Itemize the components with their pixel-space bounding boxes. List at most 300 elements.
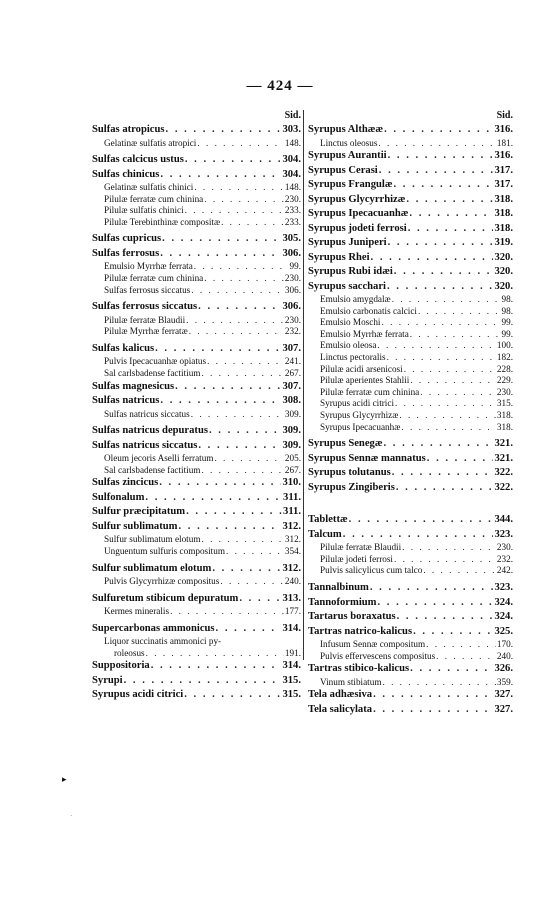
- entry-name: Syrupus Ipecacuanhæ: [308, 208, 409, 220]
- entry-name: Emulsio amygdalæ: [320, 294, 391, 305]
- dot-leader: [387, 352, 496, 364]
- entry-page-number: 359.: [496, 676, 513, 687]
- dot-leader: [394, 265, 494, 280]
- margin-mark: ▸: [62, 774, 67, 784]
- entry-name: Sulfas natricus siccatus: [104, 408, 190, 419]
- dot-leader: [396, 481, 494, 496]
- dot-leader: [185, 205, 284, 217]
- entry-page-number: 319.: [494, 237, 513, 249]
- dot-leader: [159, 476, 281, 491]
- index-subentry: [308, 375, 513, 387]
- index-entry: [92, 520, 301, 535]
- index-entry: [92, 424, 301, 439]
- index-entry: [308, 178, 513, 193]
- index-subentry: [92, 273, 301, 285]
- entry-name: Pilulæ ferratæ cum chinina: [104, 193, 204, 204]
- entry-page-number: 307.: [282, 380, 301, 392]
- index-entry: [308, 528, 513, 543]
- index-entry: [92, 232, 301, 247]
- entry-page-number: 320.: [494, 251, 513, 263]
- dot-leader: [204, 194, 284, 206]
- entry-name: Syrupi: [92, 674, 123, 686]
- entry-page-number: 232.: [496, 553, 513, 564]
- entry-name: Linctus oleosus: [320, 137, 378, 148]
- index-entry: [308, 452, 513, 467]
- entry-name: Pulvis salicylicus cum talco: [320, 565, 423, 576]
- dot-leader: [377, 340, 496, 352]
- entry-name: Kermes mineralis: [104, 606, 170, 617]
- entry-name: Syrupus Senegæ: [308, 438, 383, 450]
- index-entry: [92, 394, 301, 409]
- index-entry: [92, 505, 301, 520]
- entry-name: Tannoformium: [308, 596, 377, 608]
- column-heading-sid: Sid.: [496, 110, 513, 121]
- entry-name: Sulfas ferrosus: [92, 247, 160, 259]
- dot-leader: [145, 491, 282, 506]
- entry-page-number: 233.: [284, 205, 301, 216]
- entry-page-number: 306.: [284, 284, 301, 295]
- entry-page-number: 320.: [494, 280, 513, 292]
- entry-page-number: 98.: [501, 294, 513, 305]
- dot-leader: [201, 534, 283, 546]
- entry-page-number: 318.: [496, 421, 513, 432]
- dot-leader: [370, 581, 494, 596]
- dot-leader: [212, 562, 281, 577]
- index-subentry: [308, 364, 513, 376]
- entry-page-number: 242.: [496, 565, 513, 576]
- entry-page-number: 306.: [282, 301, 301, 313]
- entry-page-number: 321.: [494, 452, 513, 464]
- entry-page-number: 316.: [494, 150, 513, 162]
- entry-page-number: 230.: [496, 542, 513, 553]
- entry-page-number: 98.: [501, 305, 513, 316]
- entry-name: Pulvis Glycyrrhizæ compositus: [104, 576, 220, 587]
- dot-leader: [146, 648, 284, 660]
- index-subentry: [92, 356, 301, 368]
- entry-page-number: 230.: [284, 314, 301, 325]
- index-entry: [92, 380, 301, 395]
- dot-leader: [401, 422, 496, 434]
- index-entries-left: [92, 123, 301, 703]
- dot-leader: [201, 465, 283, 477]
- index-subentry: [308, 422, 513, 434]
- entry-page-number: 304.: [282, 168, 301, 180]
- index-entry: [92, 300, 301, 315]
- entry-page-number: 323.: [494, 528, 513, 540]
- index-subentry: [92, 465, 301, 477]
- index-entry: [92, 674, 301, 689]
- entry-name: Pulvis Ipecacuanhæ opiatus: [104, 356, 207, 367]
- index-entry: [92, 592, 301, 607]
- entry-page-number: 318.: [494, 222, 513, 234]
- index-subentry: [308, 138, 513, 150]
- dot-leader: [191, 409, 284, 421]
- index-subentry: [92, 409, 301, 421]
- index-subentry: [308, 306, 513, 318]
- entry-page-number: 308.: [282, 395, 301, 407]
- entry-page-number: 233.: [284, 216, 301, 227]
- dot-leader: [402, 542, 496, 554]
- dot-leader: [221, 217, 284, 229]
- index-entry: [92, 342, 301, 357]
- entry-page-number: 230.: [496, 386, 513, 397]
- index-entry: [308, 610, 513, 625]
- entry-name: Syrupus Rhei: [308, 251, 370, 263]
- entry-page-number: 313.: [282, 592, 301, 604]
- entry-page-number: 148.: [284, 137, 301, 148]
- entry-name: Emulsio carbonatis calcici: [320, 305, 417, 316]
- dot-leader: [393, 178, 493, 193]
- entry-page-number: 322.: [494, 467, 513, 479]
- entry-page-number: 312.: [284, 534, 301, 545]
- entry-name: Sulfur sublimatum: [92, 520, 178, 532]
- entry-page-number: 326.: [494, 663, 513, 675]
- dot-leader: [178, 520, 281, 535]
- dot-leader: [397, 610, 494, 625]
- index-entry: [92, 491, 301, 506]
- entry-page-number: 229.: [496, 375, 513, 386]
- dot-leader: [373, 688, 493, 703]
- entry-name: Syrupus Glycyrrhizæ: [308, 193, 406, 205]
- index-subentry: [308, 398, 513, 410]
- entry-page-number: 321.: [494, 438, 513, 450]
- dot-leader: [382, 677, 495, 689]
- entry-name: Sulfas magnesicus: [92, 380, 175, 392]
- entry-name: Syrupus Frangulæ: [308, 179, 393, 191]
- dot-leader: [239, 592, 281, 607]
- entry-name: Sulfas natricus siccatus: [92, 439, 198, 451]
- index-entry: [308, 466, 513, 481]
- entry-name: Tartras stibico-kalicus: [308, 663, 410, 675]
- entry-name: Supercarbonas ammonicus: [92, 622, 215, 634]
- entry-page-number: 324.: [494, 596, 513, 608]
- entry-name: Syrupus acidi citrici: [320, 398, 394, 409]
- column-divider: [303, 110, 304, 660]
- dot-leader: [186, 315, 284, 327]
- entry-page-number: 100.: [496, 340, 513, 351]
- index-entry: [308, 265, 513, 280]
- dot-leader: [220, 576, 284, 588]
- entry-name: Sulfas zincicus: [92, 477, 159, 489]
- entry-name: Syrupus tolutanus: [308, 467, 391, 479]
- dot-leader: [395, 398, 496, 410]
- entry-name: Unguentum sulfuris compositum: [104, 546, 225, 556]
- dot-leader: [151, 659, 282, 674]
- entry-name: Oleum jecoris Aselli ferratum: [104, 453, 214, 464]
- entry-name: Pulvis effervescens compositus: [320, 650, 436, 661]
- dot-leader: [186, 505, 282, 520]
- index-entry: [308, 149, 513, 164]
- index-subentry: [92, 453, 301, 465]
- dot-leader: [160, 394, 281, 409]
- index-entry: [308, 437, 513, 452]
- index-subentry: [308, 410, 513, 422]
- entry-page-number: 327.: [494, 703, 513, 715]
- index-subentry: [92, 546, 301, 558]
- entry-name: Syrupus Cerasi: [308, 164, 378, 176]
- dot-leader: [204, 273, 284, 285]
- dot-leader: [209, 424, 281, 439]
- dot-leader: [410, 662, 493, 677]
- entry-page-number: 316.: [494, 124, 513, 135]
- entry-page-number: 314.: [282, 660, 301, 672]
- entry-name: Pilulæ aperientes Stahlii: [320, 375, 410, 386]
- dot-leader: [404, 364, 496, 376]
- dot-leader: [191, 285, 284, 297]
- dot-leader: [207, 356, 284, 368]
- entry-page-number: 327.: [494, 689, 513, 701]
- dot-leader: [384, 123, 493, 138]
- entry-page-number: 315.: [496, 398, 513, 409]
- entry-name: Sulfonalum: [92, 491, 145, 503]
- index-entry: [308, 581, 513, 596]
- entry-page-number: 305.: [282, 233, 301, 245]
- index-subentry: [308, 565, 513, 577]
- entry-name: Tablettæ: [308, 514, 348, 526]
- index-entry: [308, 513, 513, 528]
- entry-page-number: 315.: [282, 674, 301, 686]
- entry-page-number: 99.: [501, 328, 513, 339]
- entry-name: Emulsio Myrrhæ ferrata: [104, 261, 193, 272]
- entry-name: Pilulæ Myrrhæ ferratæ: [104, 326, 188, 337]
- index-entry: [308, 236, 513, 251]
- entry-page-number: 205.: [284, 453, 301, 464]
- index-subentry: [92, 261, 301, 273]
- index-entries-right: [308, 123, 513, 717]
- dot-leader: [420, 387, 496, 399]
- entry-page-number: 232.: [284, 326, 301, 337]
- entry-name: Syrupus Althææ: [308, 124, 384, 135]
- index-subentry: [308, 317, 513, 329]
- index-entry: [92, 622, 301, 637]
- entry-name: Pilulæ ferratæ cum chinina: [320, 386, 420, 397]
- index-entry: [92, 439, 301, 454]
- index-subentry: [308, 340, 513, 352]
- dot-leader: [406, 193, 493, 208]
- dot-leader: [418, 306, 501, 318]
- entry-name: Gelatinæ sulfatis chinici: [104, 182, 194, 193]
- entry-name: Liquor succinatis ammonici py-: [104, 636, 222, 647]
- entry-page-number: 309.: [282, 439, 301, 451]
- entry-page-number: 320.: [494, 266, 513, 278]
- dot-leader: [189, 326, 284, 338]
- index-subentry: [308, 352, 513, 364]
- entry-page-number: 312.: [282, 562, 301, 574]
- entry-page-number: 306.: [282, 247, 301, 259]
- index-subentry: [92, 648, 301, 660]
- dot-leader: [427, 452, 494, 467]
- dot-leader: [343, 528, 494, 543]
- entry-name: Pilulæ jodeti ferrosi: [320, 553, 393, 564]
- index-subentry: [92, 315, 301, 327]
- entry-name: Tela salicylata: [308, 703, 373, 715]
- dot-leader: [198, 300, 281, 315]
- dot-leader: [392, 466, 494, 481]
- entry-page-number: 314.: [282, 622, 301, 634]
- entry-page-number: 177.: [284, 606, 301, 617]
- dot-leader: [382, 317, 501, 329]
- dot-leader: [216, 622, 282, 637]
- entry-name: Pilulæ Terebinthinæ compositæ: [104, 216, 221, 227]
- entry-name: Sulfas kalicus: [92, 342, 155, 354]
- dot-leader: [371, 251, 494, 266]
- index-entry: [92, 659, 301, 674]
- index-subentry: [308, 677, 513, 689]
- entry-page-number: 304.: [282, 154, 301, 166]
- entry-name: Pilulæ ferratæ cum chinina: [104, 273, 204, 284]
- index-column-right: [308, 108, 513, 717]
- entry-page-number: 267.: [284, 368, 301, 379]
- index-entry: [308, 222, 513, 237]
- entry-page-number: 325.: [494, 625, 513, 637]
- dot-leader: [201, 368, 283, 380]
- dot-leader: [387, 280, 493, 295]
- entry-name: Emulsio Moschi: [320, 317, 381, 328]
- dot-leader: [410, 329, 501, 341]
- entry-name: Syrupus Glycyrrhizæ: [320, 410, 399, 421]
- entry-page-number: 230.: [284, 273, 301, 284]
- entry-page-number: 240.: [284, 576, 301, 587]
- entry-name: Sulfuretum stibicum depuratum: [92, 592, 239, 604]
- index-subentry: [92, 636, 301, 648]
- index-entry: [92, 168, 301, 183]
- dot-leader: [184, 688, 281, 703]
- index-subentry: [308, 387, 513, 399]
- index-subentry: [308, 329, 513, 341]
- index-subentry: [92, 285, 301, 297]
- dot-leader: [399, 410, 496, 422]
- entry-page-number: 191.: [284, 647, 301, 658]
- entry-name: Syrupus Rubi idæi: [308, 266, 393, 278]
- dot-leader: [155, 342, 281, 357]
- index-subentry: [308, 542, 513, 554]
- entry-name: Pilulæ acidi arsenicosi: [320, 363, 403, 374]
- entry-page-number: 317.: [494, 164, 513, 176]
- entry-name: Sulfur præcipitatum: [92, 506, 186, 518]
- entry-page-number: 310.: [282, 477, 301, 489]
- index-subentry: [308, 639, 513, 651]
- index-entry: [308, 251, 513, 266]
- index-column-left: [92, 108, 301, 703]
- entry-page-number: 315.: [282, 689, 301, 701]
- entry-page-number: 181.: [496, 137, 513, 148]
- dot-leader: [377, 596, 493, 611]
- entry-name: Sulfur sublimatum elotum: [104, 534, 201, 545]
- index-entry: [308, 280, 513, 295]
- dot-leader: [349, 513, 494, 528]
- index-entry: [92, 688, 301, 703]
- entry-name: Talcum: [308, 528, 342, 540]
- dot-leader: [408, 222, 494, 237]
- index-subentry: [92, 576, 301, 588]
- index-subentry: [92, 217, 301, 229]
- entry-name: Tartras natrico-kalicus: [308, 625, 413, 637]
- entry-name: Vinum stibiatum: [320, 676, 382, 687]
- index-entry: [308, 703, 513, 718]
- dot-leader: [383, 437, 493, 452]
- dot-leader: [198, 439, 281, 454]
- entry-name: Pilulæ ferratæ Blaudii: [320, 542, 402, 553]
- entry-name: Tartarus boraxatus: [308, 611, 396, 622]
- entry-name: Syrupus sacchari: [308, 280, 386, 292]
- entry-page-number: 344.: [494, 514, 513, 526]
- dot-leader: [197, 138, 284, 150]
- dot-leader: [175, 380, 281, 395]
- index-subentry: [92, 368, 301, 380]
- entry-name: Syrupus Ipecacuanhæ: [320, 421, 401, 432]
- index-entry: [92, 153, 301, 168]
- dot-leader: [379, 164, 494, 179]
- entry-name: Infusum Sennæ compositum: [320, 639, 426, 649]
- entry-page-number: 99.: [289, 261, 301, 272]
- index-entry: [308, 207, 513, 222]
- entry-page-number: 311.: [283, 491, 301, 503]
- entry-page-number: 318.: [494, 193, 513, 205]
- index-subentry: [92, 194, 301, 206]
- index-subentry: [92, 182, 301, 194]
- entry-name: Emulsio Myrrhæ ferrata: [320, 328, 409, 339]
- entry-page-number: 148.: [284, 182, 301, 193]
- entry-name: Sal carlsbadense factitium: [104, 368, 201, 379]
- entry-name: Syrupus Juniperi: [308, 237, 387, 249]
- index-subentry: [308, 651, 513, 663]
- dot-leader: [170, 606, 284, 618]
- dot-leader: [226, 546, 284, 558]
- margin-speck: ·: [70, 812, 73, 820]
- entry-name: Syrupus Aurantii: [308, 150, 387, 162]
- entry-page-number: 307.: [282, 342, 301, 354]
- entry-page-number: 311.: [283, 506, 301, 518]
- index-entry: [92, 562, 301, 577]
- entry-page-number: 324.: [494, 611, 513, 622]
- column-heading-sid: Sid.: [284, 110, 301, 121]
- entry-name: Pilulæ sulfatis chinici: [104, 205, 184, 216]
- dot-leader: [409, 207, 493, 222]
- index-subentry: [92, 205, 301, 217]
- dot-leader: [426, 639, 496, 651]
- entry-name: Sulfas atropicus: [92, 124, 165, 135]
- entry-spacer: [308, 495, 513, 509]
- page-number-header: — 424 —: [246, 78, 314, 94]
- index-subentry: [308, 554, 513, 566]
- dot-leader: [194, 261, 289, 273]
- dot-leader: [436, 651, 496, 663]
- index-entry: [308, 662, 513, 677]
- index-entry: [308, 596, 513, 611]
- index-entry: [308, 164, 513, 179]
- entry-page-number: 99.: [501, 317, 513, 328]
- dot-leader: [185, 153, 282, 168]
- entry-page-number: 318.: [496, 410, 513, 421]
- dot-leader: [194, 182, 284, 194]
- entry-name: Syrupus acidi citrici: [92, 689, 184, 701]
- dot-leader: [423, 565, 496, 577]
- entry-page-number: 318.: [494, 208, 513, 220]
- dot-leader: [388, 149, 494, 164]
- entry-page-number: 267.: [284, 464, 301, 475]
- dot-leader: [413, 625, 493, 640]
- index-subentry: [92, 138, 301, 150]
- dot-leader: [394, 554, 496, 566]
- index-subentry: [308, 294, 513, 306]
- dot-leader: [162, 232, 281, 247]
- index-subentry: [92, 326, 301, 338]
- entry-name: Syrupus jodeti ferrosi: [308, 222, 407, 234]
- index-entry: [308, 688, 513, 703]
- entry-name: Sulfas chinicus: [92, 168, 160, 180]
- entry-page-number: 317.: [494, 179, 513, 191]
- dot-leader: [388, 236, 494, 251]
